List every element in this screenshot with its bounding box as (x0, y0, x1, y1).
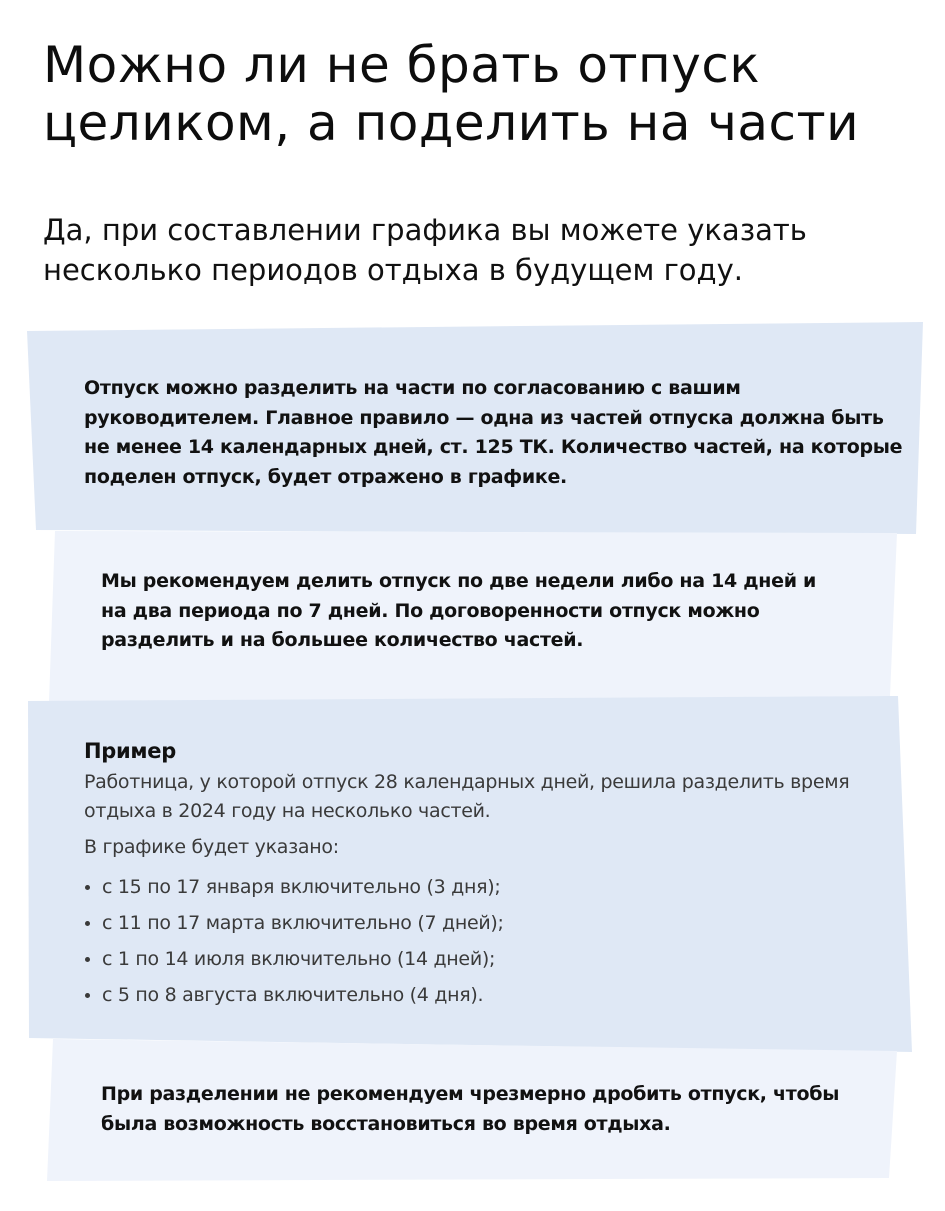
example-intro: Работница, у которой отпуск 28 календарных дней, решила разделить время отдыха в 2024 году на несколько частей. (84, 771, 850, 822)
bullet-icon (85, 993, 90, 998)
page-title: Можно ли не брать отпуск целиком, а поделить на части (43, 36, 860, 152)
list-item (84, 869, 884, 905)
advice-text: При разделении не рекомендуем чрезмерно дробить отпуск, чтобы была возможность восстановиться во время отдыха. (101, 1083, 840, 1135)
example-list (84, 869, 884, 1013)
list-item (84, 941, 884, 977)
recommendation-text: Мы рекомендуем делить отпуск по две недели либо на 14 дней и на два периода по 7 дней. По договоренности отпуск можно разделить и на большее количество частей. (101, 570, 817, 651)
list-item-text: с 15 по 17 января включительно (3 дня); (102, 876, 501, 898)
rule-text: Отпуск можно разделить на части по согласованию с вашим руководителем. Главное правило — одна из частей отпуска должна быть не менее 14 календарных дней, ст. 125 ТК. Количество частей, на которые поделен отпуск, будет отражено в графике. (84, 377, 903, 488)
example-lead: В графике будет указано: (84, 836, 339, 858)
example-heading: Пример (84, 739, 176, 763)
bullet-icon (85, 957, 90, 962)
list-item-text: с 5 по 8 августа включительно (4 дня). (102, 984, 484, 1006)
bullet-icon (85, 921, 90, 926)
list-item (84, 977, 884, 1013)
list-item-text: с 11 по 17 марта включительно (7 дней); (102, 912, 504, 934)
page-subtitle: Да, при составлении графика вы можете указать несколько периодов отдыха в будущем году. (43, 213, 807, 287)
list-item-text: с 1 по 14 июля включительно (14 дней); (102, 948, 496, 970)
bullet-icon (85, 885, 90, 890)
example-section (84, 736, 884, 1013)
list-item (84, 905, 884, 941)
